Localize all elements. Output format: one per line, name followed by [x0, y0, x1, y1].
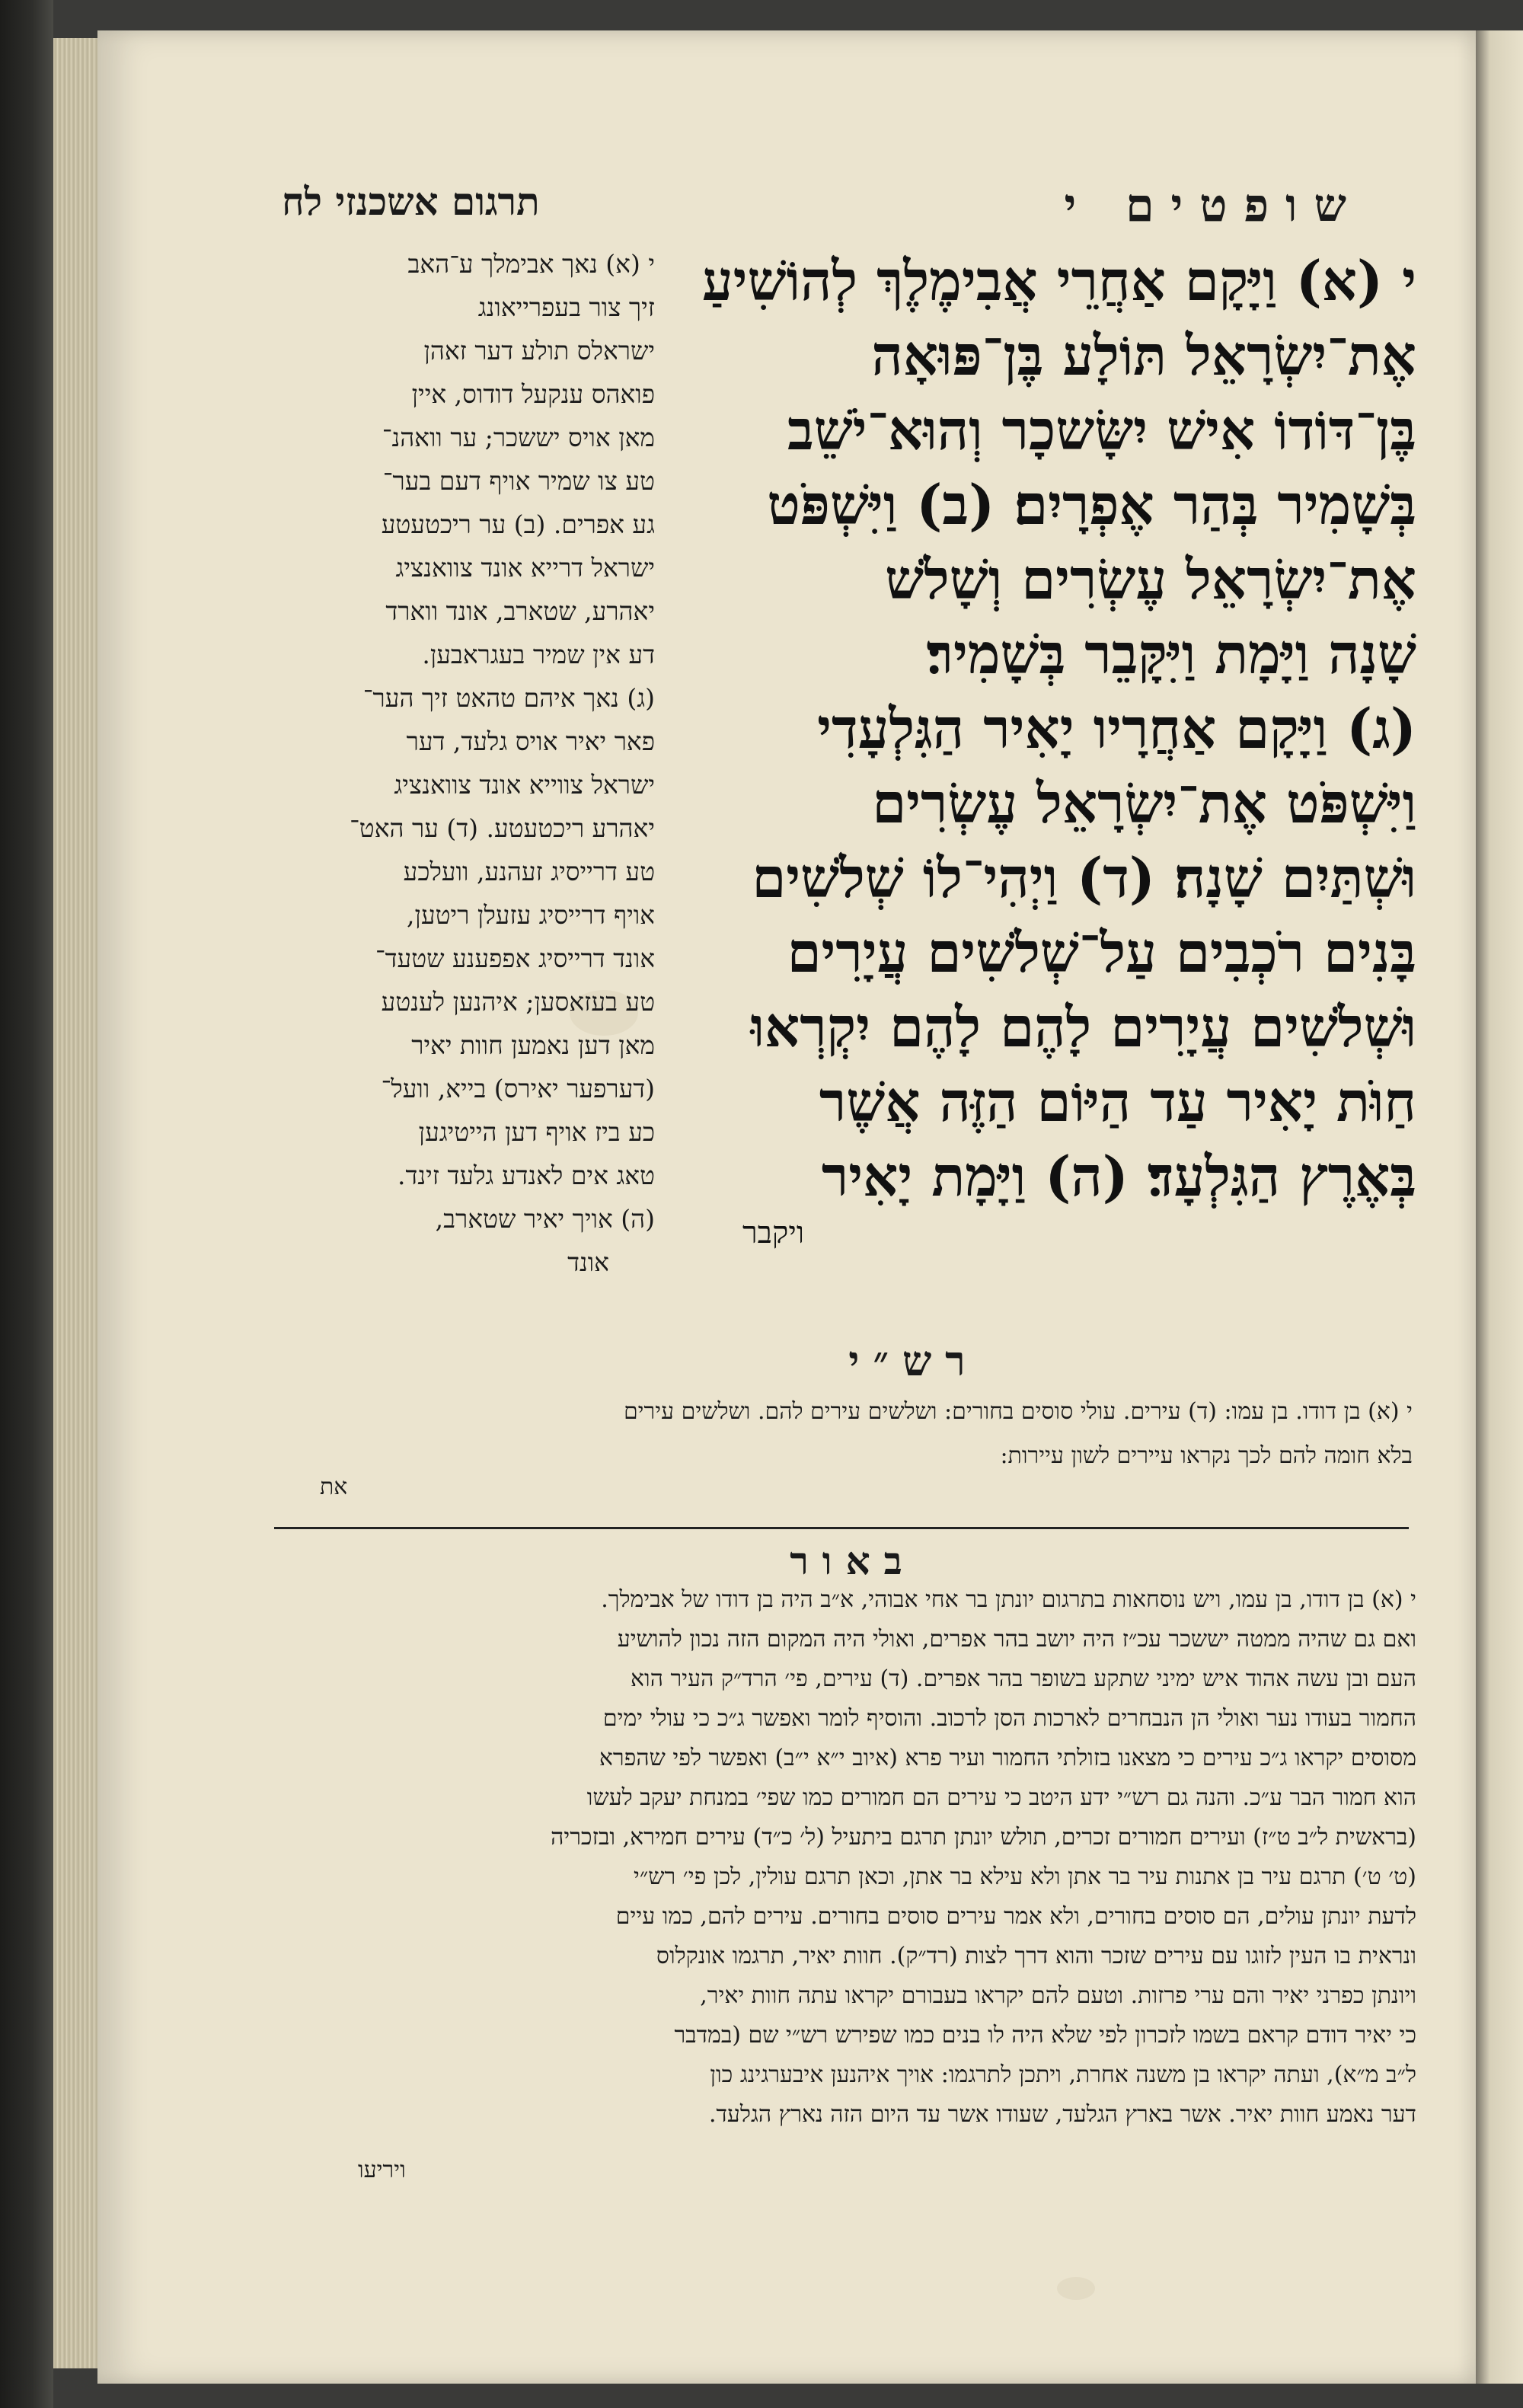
main-text-line: וּשְׁתַּיִם שָׁנָה׃ (ד) וַיְהִי־לוֹ שְׁלֹשִׁים — [752, 845, 1416, 910]
biur-line: כי יאיר דודם קראם בשמו לזכרון לפי שלא היה לו בנים כמו שפירש רש״י שם (במדבר — [674, 2022, 1416, 2049]
rashi-commentary — [270, 1390, 1413, 1478]
translation-line: זיך צור בעפרייאונג — [477, 292, 655, 322]
translation-column — [282, 242, 655, 1278]
translation-line: (ג) נאך איהם טהאט זיך הער־ — [362, 683, 655, 713]
biur-line: ל״ב מ״א), ועתה יקראו בן משנה אחרת, ויתכן לתרגמו: אויך איהנען איבערגינג כון — [710, 2061, 1416, 2088]
biur-line: ונראית בו העין לזוגו עם עירים שזכר והוא דרך לצות (רד״ק). חוות יאיר, תרגמו אונקלוס — [656, 1943, 1416, 1969]
translation-line: כע ביז אויף דען הייטיגען — [418, 1117, 655, 1147]
biur-line: מסוסים יקראו ג״כ עירים כי מצאנו בזולתי החמור ועיר פרא (איוב י״א י״ב) ואפשר לפי שהפרא — [599, 1745, 1416, 1771]
translation-line: ישראל צווייא אונד צוואנציג — [394, 770, 655, 800]
main-text-line: (ג) וַיָּקָם אַחֲרָיו יָאִיר הַגִּלְעָדִי — [817, 696, 1416, 761]
main-text-line: חַוֹּת יָאִיר עַד הַיּוֹם הַזֶּה אֲשֶׁר — [819, 1069, 1416, 1134]
translation-line: דע אין שמיר בעגראבען. — [422, 640, 655, 669]
main-text-line: אֶת־יִשְׂרָאֵל תּוֹלָע בֶּן־פּוּאָה — [871, 323, 1416, 388]
translation-catchword: אונד — [567, 1247, 609, 1277]
next-page-edge — [1476, 30, 1523, 2384]
book-binding — [0, 0, 53, 2408]
main-text-line: וּשְׁלֹשִׁים עֲיָרִים לָהֶם לָהֶם יִקְרְאוּ — [750, 995, 1416, 1059]
page-edges — [53, 38, 99, 2368]
paper-stain — [1057, 2277, 1095, 2300]
translation-line: יאהרע, שטארב, אונד ווארד — [385, 596, 655, 626]
biur-line: הוא חמור הבר ע״כ. והנה גם רש״י ידע היטב כי עירים הם חמורים כמו שפי׳ במנחת יעקב לעשו — [586, 1784, 1416, 1811]
translation-line: (ה) אויך יאיר שטארב, — [435, 1204, 655, 1234]
translation-line: טע בעזאסען; איהנען לענטע — [381, 987, 655, 1017]
biur-line: י (א) בן דודו, בן עמו, ויש נוסחאות בתרגום יונתן בר אחי אבוהי, א״ב היה בן דודו של אבימלך. — [601, 1586, 1416, 1613]
translation-line: גע אפרים. (ב) ער ריכטעטע — [381, 509, 655, 539]
translation-line: פאר יאיר אויס גלעד, דער — [406, 727, 655, 756]
biur-line: (ט׳ ט׳) תרגם עיר בן אתנות עיר בר אתן ולא עילא בר אתן, וכאן תרגם עולין, לכן פי׳ רש״י — [634, 1863, 1416, 1890]
biur-line: ואם גם שהיה ממטה יששכר עכ״ז היה יושב בהר אפרים, ואולי היה המקום הזה נכון להושיע — [617, 1626, 1416, 1653]
translation-line: פואהס ענקעל דודוס, איין — [411, 379, 655, 409]
section-divider — [274, 1527, 1409, 1529]
main-catchword: ויקבר — [742, 1215, 805, 1250]
biur-line: החמור בעודו נער ואולי הן הנבחרים לארכות הסן לרכוב. והוסיף לומר ואפשר ג״כ כי עולי ימים — [602, 1705, 1416, 1732]
main-text-line: אֶת־יִשְׂרָאֵל עֶשְׂרִים וְשָׁלֹשׁ — [885, 547, 1416, 612]
translation-line: מאן דען נאמען חוות יאיר — [411, 1030, 655, 1060]
biur-catchword: ויריעו — [358, 2157, 406, 2183]
rashi-catchword: את — [320, 1474, 348, 1500]
running-header — [114, 179, 1409, 240]
book-title: שופטים י — [1064, 179, 1363, 232]
main-text-line: בְּשָׁמִיר בְּהַר אֶפְרָיִם׃ (ב) וַיִּשְׁפֹּט — [767, 472, 1416, 537]
translation-line: טאג אים לאנדע גלעד זינד. — [398, 1161, 655, 1190]
main-text-line: שָׁנָה וַיָּמָת וַיִּקָּבֵר בְּשָׁמִיר׃ — [926, 621, 1416, 686]
main-text-line: י (א) וַיָּקָם אַחֲרֵי אֲבִימֶלֶךְ לְהוֹשִׁיעַ — [701, 248, 1416, 313]
translation-line: (דערפער יאירס) בייא, וועל־ — [381, 1074, 655, 1103]
biur-title: באור — [790, 1538, 916, 1583]
translation-line: טע צו שמיר אויף דעם בער־ — [382, 466, 655, 496]
biur-line: העם ובן עשה אהוד איש ימיני שתקע בשופר בהר אפרים. (ד) עירים, פי׳ הרד״ק העיר הוא — [631, 1665, 1416, 1692]
biur-line: דער נאמע חוות יאיר. אשר בארץ הגלעד, שעודו אשר עד היום הזה נארץ הגלעד. — [708, 2101, 1416, 2128]
biur-line: לדעת יונתן עולים, הם סוסים בחורים, ולא אמר עירים סוסים בחורים. עירים להם, כמו עיים — [615, 1903, 1416, 1930]
translation-line: ישראל דרייא אונד צוואנציג — [395, 553, 655, 583]
main-text-line: בָּנִים רֹכְבִים עַל־שְׁלֹשִׁים עֲיָרִים — [787, 920, 1416, 985]
biur-line: ויונתן כפרני יאיר והם ערי פרזות. וטעם להם יקראו בעבורם יקראו עתה חוות יאיר, — [700, 1982, 1416, 2009]
main-text-block — [685, 244, 1416, 1209]
rashi-line: י (א) בן דודו. בן עמו: (ד) עירים. עולי סוסים בחורים: ושלשים עירים להם. ושלשים עירים — [623, 1398, 1413, 1425]
rashi-title: רש״י — [848, 1337, 979, 1385]
translation-line: אונד דרייסיג אפפענע שטעד־ — [375, 944, 655, 973]
targum-title: תרגום אשכנזי לח — [282, 179, 540, 224]
biur-line: (בראשית ל״ב ט״ז) ועירים חמורים זכרים, תולש יונתן תרגם ביתעיל (ל׳ כ״ד) עירים חמירא, ובזכריה — [551, 1824, 1416, 1851]
translation-line: טע דרייסיג זעהנע, וועלכע — [403, 857, 655, 886]
main-text-line: בֶּן־דּוֹדוֹ אִישׁ יִשָּׂשכָר וְהוּא־יֹשֵׁב — [787, 398, 1416, 462]
translation-line: ישראלס תולע דער זאהן — [423, 336, 655, 366]
biur-commentary — [267, 1580, 1416, 2135]
translation-line: מאן אויס יששכר; ער וואהנ־ — [382, 423, 655, 452]
rashi-line: בלא חומה להם לכך נקראו עיירים לשון עיירות: — [1000, 1442, 1413, 1469]
translation-line: אויף דרייסיג עזעלן ריטען, — [407, 900, 655, 930]
main-text-line: וַיִּשְׁפֹּט אֶת־יִשְׂרָאֵל עֶשְׂרִים — [872, 771, 1416, 835]
translation-line: יאהרע ריכטעטע. (ד) ער האט־ — [350, 813, 655, 843]
translation-line: י (א) נאך אבימלך ע־האב — [407, 249, 655, 279]
main-text-line: בְּאֶרֶץ הַגִּלְעָד׃ (ה) וַיָּמָת יָאִיר — [821, 1144, 1416, 1209]
